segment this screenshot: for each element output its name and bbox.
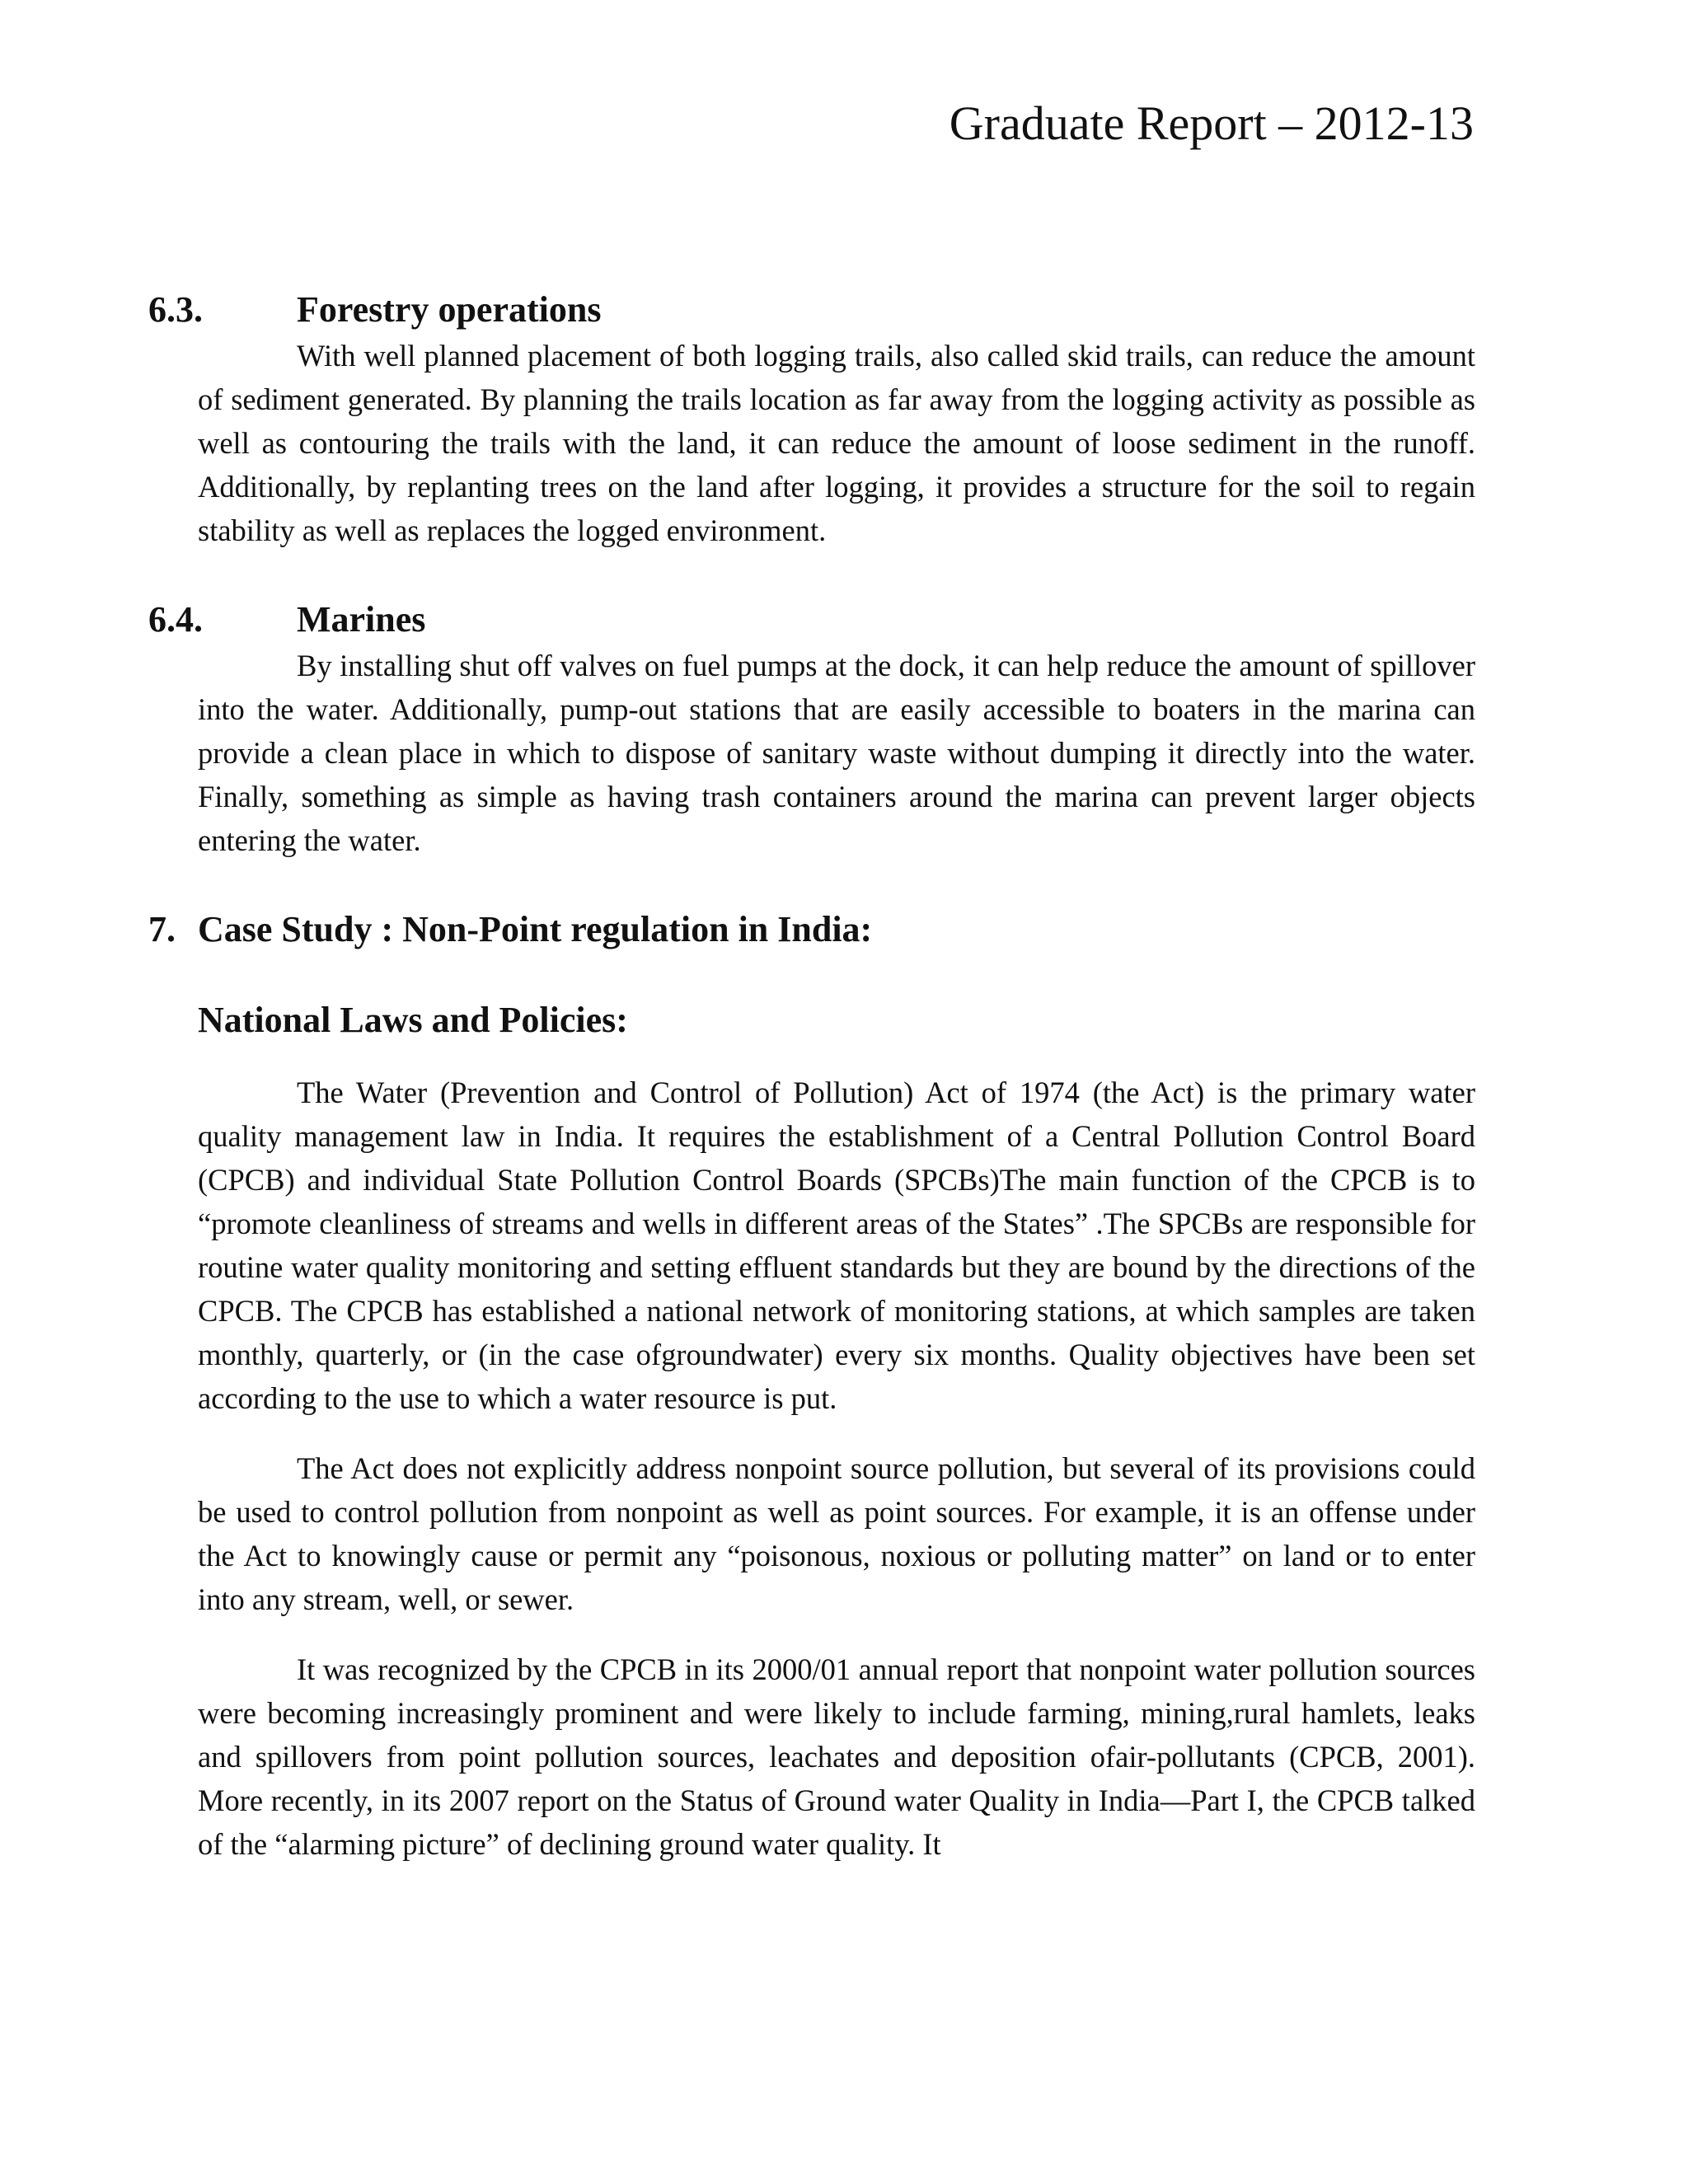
case-study-title: Case Study : Non-Point regulation in India: xyxy=(198,908,873,949)
section-heading xyxy=(148,598,1475,642)
body-paragraph: It was recognized by the CPCB in its 2000/01 annual report that nonpoint water pollution sources were becoming increasingly prominent and were likely to include farming, mining,rural hamlets, leaks and spillovers from point pollution sources, leachates and deposition ofair-pollutants (CPCB, 2001). More recently, in its 2007 report on the Status of Ground water Quality in India—Part I, the CPCB talked of the “alarming picture” of declining ground water quality. It xyxy=(198,1652,1475,1862)
section-title: Forestry operations xyxy=(297,289,602,330)
section-paragraph: By installing shut off valves on fuel pumps at the dock, it can help reduce the amount of spillover into the water. Additionally, pump-out stations that are easily accessible to boaters in the marina can provide a clean place in which to dispose of sanitary waste without dumping it directly into the water. Finally, something as simple as having trash containers around the marina can prevent larger objects entering the water. xyxy=(198,648,1475,857)
case-study-number: 7. xyxy=(148,908,176,949)
section-number: 6.3. xyxy=(148,289,203,330)
section-paragraph: With well planned placement of both logging trails, also called skid trails, can reduce the amount of sediment generated. By planning the trails location as far away from the logging activity as possible as well as contouring the trails with the land, it can reduce the amount of loose sediment in the runoff. Additionally, by replanting trees on the land after logging, it provides a structure for the soil to regain stability as well as replaces the logged environment. xyxy=(198,338,1475,547)
body-paragraph: The Water (Prevention and Control of Pollution) Act of 1974 (the Act) is the primary water quality management law in India. It requires the establishment of a Central Pollution Control Board (CPCB) and individual State Pollution Control Boards (SPCBs)The main function of the CPCB is to “promote cleanliness of streams and wells in different areas of the States” .The SPCBs are responsible for routine water quality monitoring and setting effluent standards but they are bound by the directions of the CPCB. The CPCB has established a national network of monitoring stations, at which samples are taken monthly, quarterly, or (in the case ofgroundwater) every six months. Quality objectives have been set according to the use to which a water resource is put. xyxy=(198,1076,1475,1416)
body-paragraph: The Act does not explicitly address nonpoint source pollution, but several of its provisions could be used to control pollution from nonpoint as well as point sources. For example, it is an offense under the Act to knowingly cause or permit any “poisonous, noxious or polluting matter” on land or to enter into any stream, well, or sewer. xyxy=(198,1451,1475,1617)
national-laws-heading: National Laws and Policies: xyxy=(198,1000,628,1041)
page-content xyxy=(148,288,1475,1892)
section-marines xyxy=(148,598,1475,862)
section-number: 6.4. xyxy=(148,598,203,640)
section-heading xyxy=(148,288,1475,332)
case-study-heading xyxy=(148,908,1475,952)
section-forestry-operations xyxy=(148,288,1475,552)
running-header: Graduate Report – 2012-13 xyxy=(949,96,1474,150)
section-title: Marines xyxy=(297,598,426,640)
